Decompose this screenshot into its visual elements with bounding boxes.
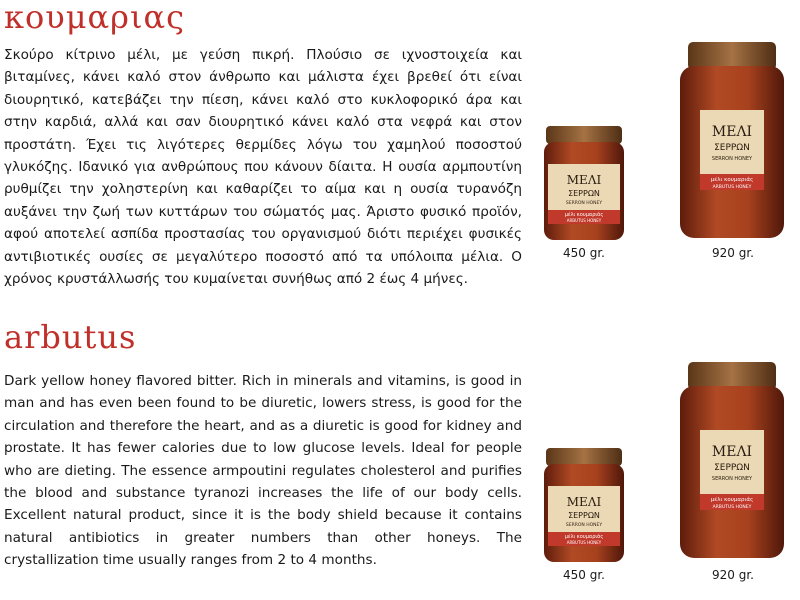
- label-brand-2: ΣΕΡΡΩΝ: [714, 463, 750, 473]
- weight-small-top: 450 gr.: [563, 246, 605, 260]
- label-variety-en: ARBUTUS HONEY: [712, 185, 752, 190]
- greek-description: Σκούρο κίτρινο μέλι, με γεύση πικρή. Πλούσιο σε ιχνοστοιχεία και βιταμίνες, κάνει καλό στον άνθρωπο και μάλιστα έχει βρεθεί ότι είναι διουρητικό, κατεβάζει την πίεση, κάνει καλό στο κυκλοφορικό άρα και στην καρδιά, αλλά και σαν διουρητικό κάνει καλό στα νεφρά και στον προστάτη. Έχει τις λιγότερες θερμίδες λόγω του χαμηλού ποσοστού γλυκόζης. Ιδανικό για ανθρώπους που κάνουν δίαιτα. Η ουσία αρμπουτίνη ρυθμίζει την χοληστερίνη και καθαρίζει το αίμα και η ουσία τυρανόζη αυξάνει την ζωή των κυττάρων του σώματός μας. Άριστο φυσικό προϊόν, αφού αποτελεί ασπίδα προστασίας του οργανισμού διότι περιέχει φυσικές αντιβιοτικές ουσίες σε μεγαλύτερο ποσοστό από τα υπόλοιπα μέλια. Ο χρόνος κρυστάλλωσής του κυμαίνεται συνήθως από 2 έως 4 μήνες.: [4, 47, 522, 288]
- label-variety-gr: μέλι κουμαριάς: [710, 177, 754, 183]
- label-brand-2: ΣΕΡΡΩΝ: [714, 143, 750, 153]
- label-brand: ΜΕΛΙ: [711, 124, 753, 140]
- label-brand-sub: SERRON HONEY: [565, 523, 603, 528]
- label-variety-gr: μέλι κουμαριάς: [564, 212, 604, 218]
- label-brand-sub: SERRON HONEY: [565, 201, 603, 206]
- greek-title: κουμαριας: [4, 0, 186, 36]
- honey-jar-small-top: [542, 124, 626, 242]
- label-brand-2: ΣΕΡΡΩΝ: [568, 511, 600, 520]
- honey-jar-large-top: [678, 40, 786, 240]
- english-description: Dark yellow honey flavored bitter. Rich in minerals and vitamins, is good in man and has even been found to be diuretic, lowers stress, is good for the circulation and therefore the heart, and as a diuretic is good for kidney and prostate. It has fewer calories due to low glucose levels. Ideal for people who are dieting. The essence armpoutini regulates cholesterol and purifies the blood and substance tyranozi increases the life of our body cells. Excellent natural product, since it is the body shield because it contains natural antibiotics in greater numbers than other honeys. The crystallization time usually ranges from 2 to 4 months.: [4, 373, 522, 569]
- label-variety-en: ARBUTUS HONEY: [566, 218, 602, 223]
- label-brand-sub: SERRON HONEY: [711, 156, 753, 162]
- weight-large-top: 920 gr.: [712, 246, 754, 260]
- label-brand: ΜΕΛΙ: [566, 495, 602, 509]
- label-variety-en: ARBUTUS HONEY: [566, 540, 602, 545]
- label-brand-sub: SERRON HONEY: [711, 476, 753, 482]
- label-brand-2: ΣΕΡΡΩΝ: [568, 189, 600, 198]
- label-variety-gr: μέλι κουμαριάς: [564, 534, 604, 540]
- weight-large-bottom: 920 gr.: [712, 568, 754, 582]
- honey-jar-large-bottom: [678, 360, 786, 560]
- weight-small-bottom: 450 gr.: [563, 568, 605, 582]
- english-title: arbutus: [4, 318, 137, 356]
- label-brand: ΜΕΛΙ: [711, 444, 753, 460]
- label-variety-en: ARBUTUS HONEY: [712, 505, 752, 510]
- honey-jar-small-bottom: [542, 446, 626, 564]
- label-brand: ΜΕΛΙ: [566, 173, 602, 187]
- label-variety-gr: μέλι κουμαριάς: [710, 497, 754, 503]
